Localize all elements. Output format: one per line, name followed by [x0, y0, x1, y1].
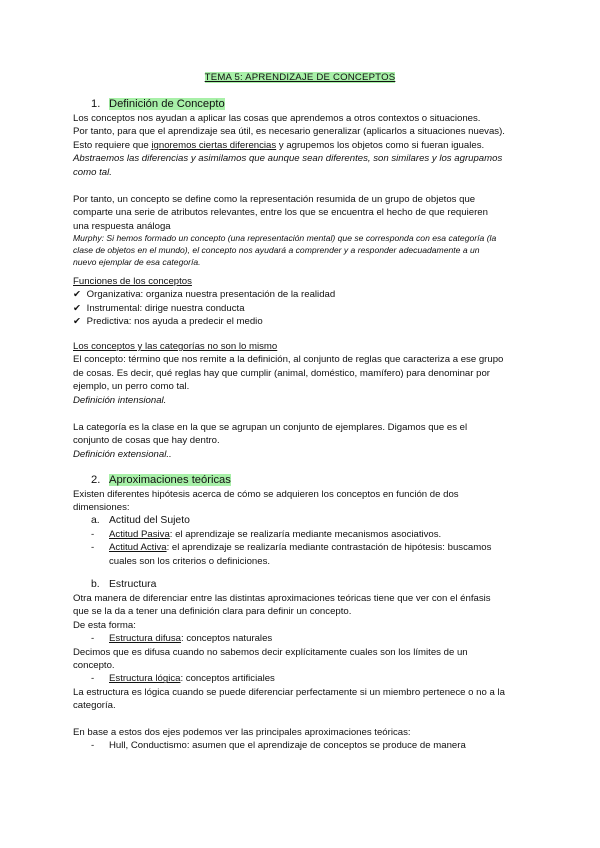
list-item: - Actitud Pasiva: el aprendizaje se realizaría mediante mecanismos asociativos. — [91, 529, 442, 540]
categoria-paragraph: La categoría es la clase en la que se agrupan un conjunto de ejemplares. Digamos que es el conjunto de cosas que hay dentro. Definición extensional.. — [73, 422, 468, 460]
list-item: ✔ Instrumental: dirige nuestra conducta — [73, 302, 245, 314]
conceptos-categorias: Los conceptos y las categorías no son lo mismo El concepto: término que nos remite a la definición, al conjunto de reglas que caracteriza a ese grupo de cosas. Es decir, qué reglas hay que cumplir (animal, doméstico, mamífero) para denominar por ejemplo, un perro como tal. Definición intensional. — [73, 340, 535, 407]
funciones-heading: Funciones de los conceptos — [73, 276, 192, 287]
list-item: ✔ Predictiva: nos ayuda a predecir el medio — [73, 316, 263, 328]
check-icon: ✔ — [73, 316, 82, 328]
section-1-paragraph-2: Por tanto, un concepto se define como la representación resumida de un grupo de objetos que comparte una serie de atributos relevantes, entre los que se encuentra el hecho de que requieren una respuesta análoga — [73, 194, 488, 232]
list-item: ✔ Organizativa: organiza nuestra presentación de la realidad — [73, 289, 336, 301]
conceptos-heading: Los conceptos y las categorías no son lo mismo — [73, 341, 278, 352]
ejes-paragraph: En base a estos dos ejes podemos ver las principales aproximaciones teóricas: - Hull, Conductismo: asumen que el aprendizaje de conceptos se produce de manera — [73, 726, 535, 753]
section-1-heading: 1. Definición de Concepto — [91, 98, 225, 110]
actitud-list: - Actitud Pasiva: el aprendizaje se realizaría mediante mecanismos asociativos. - Actitud Activa: el aprendizaje se realizaría mediante contrastación de hipótesis: buscamos cuales son los criterios o definiciones. — [73, 528, 535, 568]
estructura-paragraph: Otra manera de diferenciar entre las distintas aproximaciones teóricas tiene que ver con el énfasis que se la da a tener una definición clara para definir un concepto. De esta forma: - Estructura difusa: conceptos naturales Decimos que es difusa cuando no sabemos decir explícitamente cuales son los límites de un concepto. - Estructura lógica: conceptos artificiales La estructura es lógica cuando se puede diferenciar perfectamente si un miembro pertenece o no a la categoría. — [73, 592, 535, 713]
section-2-heading: 2. Aproximaciones teóricas — [91, 474, 231, 486]
list-item: - Actitud Activa: el aprendizaje se realizaría mediante contrastación de hipótesis: buscamos — [91, 542, 492, 554]
section-1-paragraph-1: Los conceptos nos ayudan a aplicar las cosas que aprendemos a otros contextos o situaciones. Por tanto, para que el aprendizaje sea útil, es necesario generalizar (aplicarlos a situaciones nuevas). Esto requiere que ignoremos ciertas diferencias y agrupemos los objetos como si fueran iguales. Abstraemos las diferencias y asimilamos que aunque sean diferentes, son similares y los agrupamos como tal. — [73, 113, 505, 178]
subsection-a-heading: a. Actitud del Sujeto — [91, 515, 190, 526]
check-icon: ✔ — [73, 302, 82, 314]
document-title: TEMA 5: APRENDIZAJE DE CONCEPTOS — [204, 72, 396, 83]
list-item: - Hull, Conductismo: asumen que el aprendizaje de conceptos se produce de manera — [91, 740, 466, 752]
list-item: - Estructura lógica: conceptos artificiales — [91, 673, 275, 685]
murphy-quote: Murphy: Si hemos formado un concepto (una representación mental) que se corresponda con esa categoría (la clase de objetos en el mundo), el concepto nos ayudará a comprender y a responder adecuadamente a un nuevo ejemplar de esa categoría. — [73, 233, 497, 267]
funciones-list — [73, 275, 535, 329]
list-item: - Estructura difusa: conceptos naturales — [91, 633, 273, 645]
subsection-b-heading: b. Estructura — [91, 579, 157, 590]
section-2-intro: Existen diferentes hipótesis acerca de cómo se adquieren los conceptos en función de dos dimensiones: — [73, 489, 459, 514]
check-icon: ✔ — [73, 289, 82, 301]
